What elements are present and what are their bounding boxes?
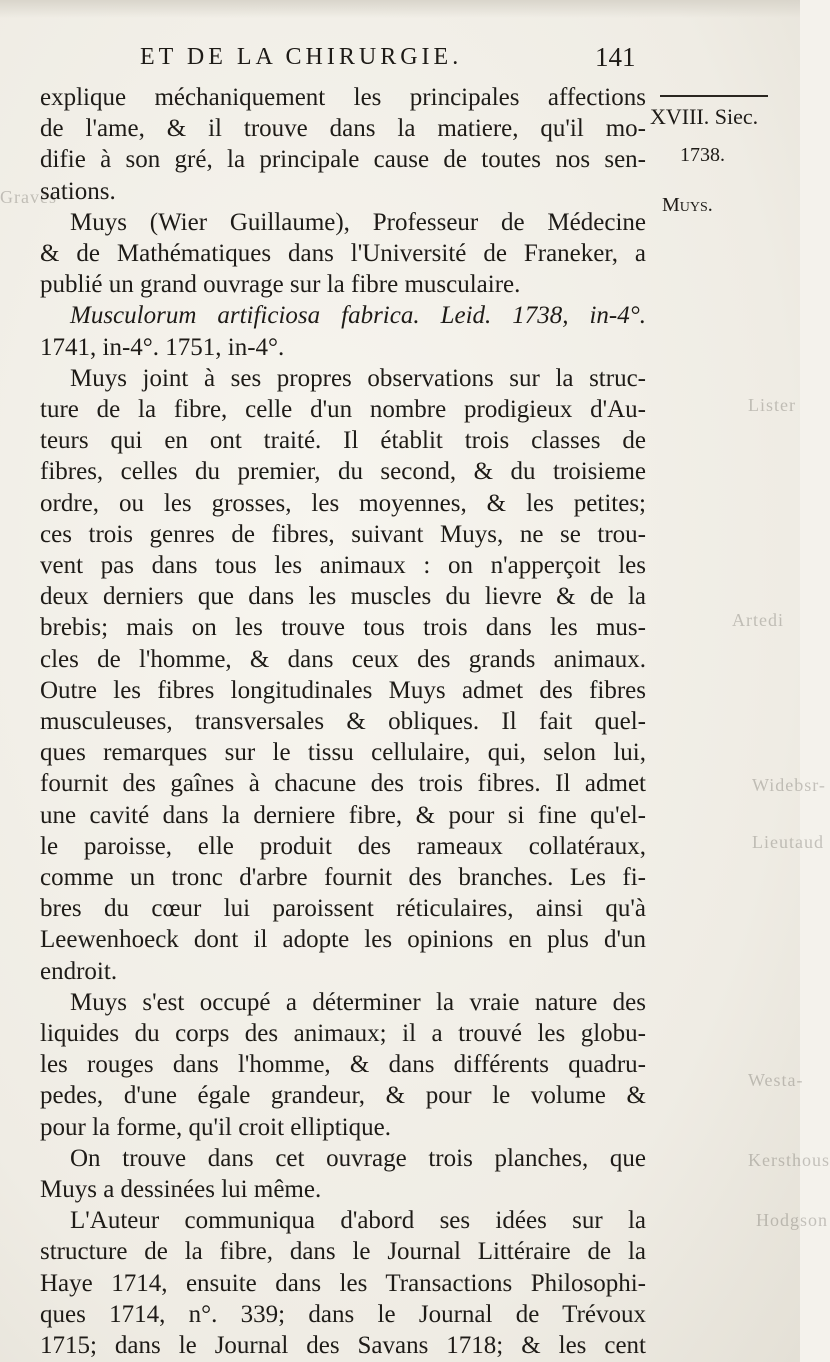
text-line: vent pas dans tous les animaux : on n'apperçoit les bbox=[40, 552, 646, 579]
show-through-text: Graves bbox=[0, 187, 57, 207]
text-line: liquides du corps des animaux; il a trouvé les globu- bbox=[40, 1020, 646, 1047]
text-line: 1715; dans le Journal des Savans 1718; & les cent bbox=[40, 1332, 646, 1359]
text-line: le paroisse, elle produit des rameaux collatéraux, bbox=[40, 832, 646, 860]
text-line: ture de la fibre, celle d'un nombre prodigieux d'Au- bbox=[40, 396, 646, 423]
text-line: bres du cœur lui paroissent réticulaires, ainsi qu'à bbox=[40, 895, 646, 923]
text-line: structure de la fibre, dans le Journal Littéraire de la bbox=[40, 1238, 646, 1266]
text-line: comme un tronc d'arbre fournit des branches. Les fi- bbox=[40, 864, 646, 891]
text-line: ques 1714, n°. 339; dans le Journal de Trévoux bbox=[40, 1300, 646, 1328]
show-through-text: Hodgson bbox=[756, 1210, 829, 1230]
text-line: 1741, in-4°. 1751, in-4°. bbox=[40, 333, 285, 361]
text-line: brebis; mais on les trouve tous trois dans les mus- bbox=[40, 614, 646, 642]
show-through-text: Kersthous bbox=[748, 1150, 830, 1170]
show-through-text: Lieutaud bbox=[752, 832, 824, 852]
running-title: ET DE LA CHIRURGIE. bbox=[140, 44, 463, 70]
text-line: musculeuses, transversales & obliques. Il fait quel- bbox=[40, 708, 646, 735]
show-through-text: Westa- bbox=[748, 1070, 804, 1090]
text-line: pedes, d'une égale grandeur, & pour le volume & bbox=[40, 1082, 646, 1110]
page-number: 141 bbox=[595, 42, 636, 72]
text-line: Muys a dessinées lui même. bbox=[40, 1176, 322, 1203]
text-line: Muys (Wier Guillaume), Professeur de Médecine bbox=[70, 208, 646, 236]
text-line: Musculorum artificiosa fabrica. Leid. 1738, in-4°. bbox=[70, 302, 646, 330]
text-line: Leewenhoeck dont il adopte les opinions en plus d'un bbox=[40, 926, 646, 954]
text-line: les rouges dans l'homme, & dans différents quadru- bbox=[40, 1051, 646, 1079]
show-through-text: Artedi bbox=[732, 610, 784, 630]
text-line: ces trois genres de fibres, suivant Muys, ne se trou- bbox=[40, 520, 646, 548]
text-line: Muys joint à ses propres observations sur la struc- bbox=[70, 364, 646, 392]
text-line: ques remarques sur le tissu cellulaire, qui, selon lui, bbox=[40, 739, 646, 767]
text-line: ordre, ou les grosses, les moyennes, & les petites; bbox=[40, 489, 646, 517]
text-line: sations. bbox=[40, 177, 116, 205]
text-line: publié un grand ouvrage sur la fibre musculaire. bbox=[40, 271, 521, 299]
text-line: une cavité dans la derniere fibre, & pour si fine qu'el- bbox=[40, 801, 646, 829]
text-line: deux derniers que dans les muscles du lievre & de la bbox=[40, 583, 646, 611]
text-line: explique méchaniquement les principales affections bbox=[40, 84, 646, 111]
margin-note-name: Muys. bbox=[662, 194, 713, 216]
text-line: fibres, celles du premier, du second, & du troisieme bbox=[40, 458, 646, 486]
text-line: Haye 1714, ensuite dans les Transactions Philosophi- bbox=[40, 1269, 646, 1297]
text-line: & de Mathématiques dans l'Université de Franeker, a bbox=[40, 240, 646, 267]
text-line: Outre les fibres longitudinales Muys admet des fibres bbox=[40, 676, 646, 704]
text-line: difie à son gré, la principale cause de toutes nos sen- bbox=[40, 146, 646, 174]
margin-note-year: 1738. bbox=[680, 144, 725, 166]
text-line: On trouve dans cet ouvrage trois planches, que bbox=[70, 1144, 646, 1172]
show-through-text: Widebsr- bbox=[752, 775, 826, 795]
text-line: teurs qui en ont traité. Il établit trois classes de bbox=[40, 427, 646, 455]
text-line: Muys s'est occupé a déterminer la vraie nature des bbox=[70, 988, 646, 1016]
text-line: pour la forme, qu'il croit elliptique. bbox=[40, 1113, 391, 1141]
margin-rule bbox=[660, 95, 768, 97]
text-line: endroit. bbox=[40, 957, 118, 985]
text-line: de l'ame, & il trouve dans la matiere, qu'il mo- bbox=[40, 115, 646, 143]
page-top-edge bbox=[0, 0, 800, 18]
text-line: fournit des gaînes à chacune des trois fibres. Il admet bbox=[40, 770, 646, 798]
text-line: L'Auteur communiqua d'abord ses idées sur la bbox=[70, 1207, 646, 1235]
margin-note-century: XVIII. Siec. bbox=[650, 104, 759, 129]
text-line: cles de l'homme, & dans ceux des grands animaux. bbox=[40, 645, 646, 673]
show-through-text: Lister bbox=[748, 395, 796, 415]
